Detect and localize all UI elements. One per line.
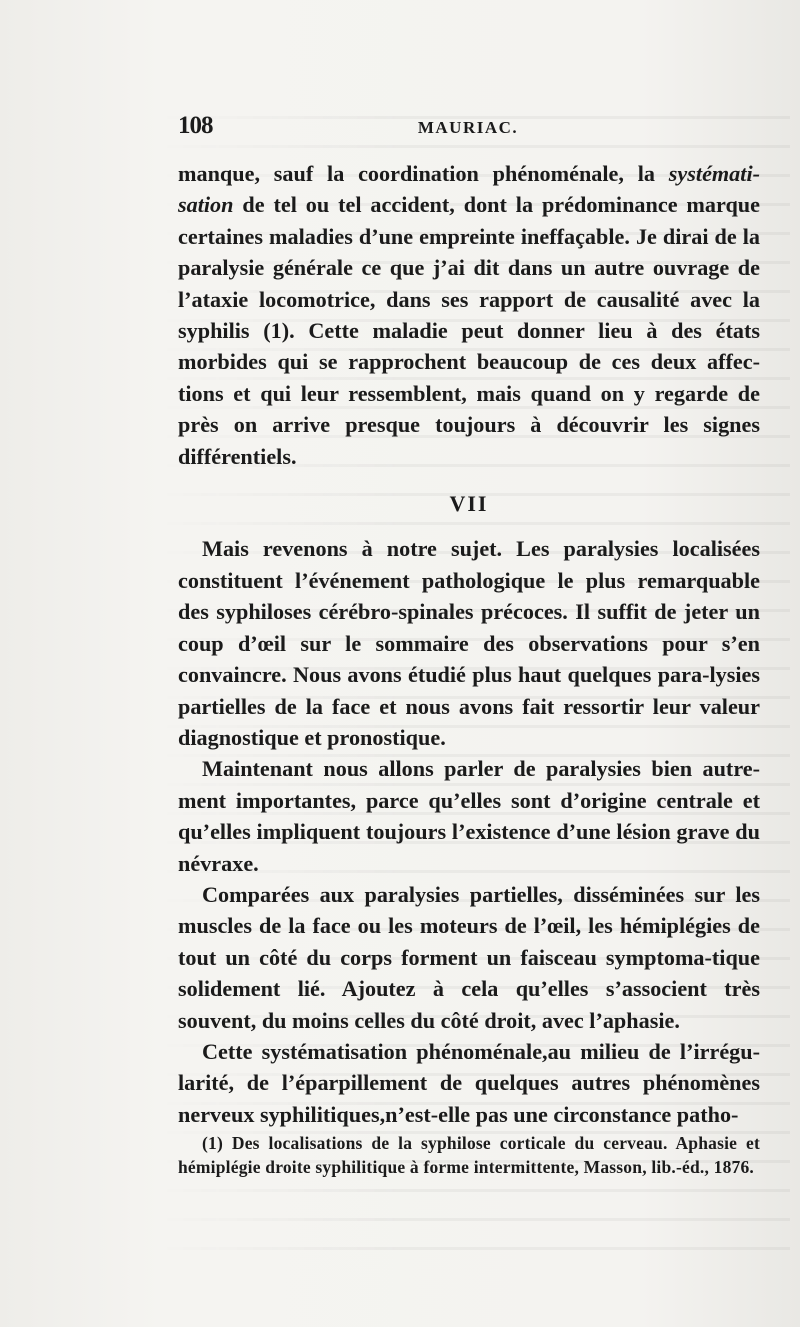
page-header — [178, 112, 758, 146]
paragraph-1-start: manque, sauf la coordination phénoménale, la — [178, 161, 669, 186]
section-heading: VII — [449, 491, 489, 517]
running-head: MAURIAC. — [417, 118, 519, 137]
body-text — [178, 158, 760, 1130]
paragraph-1-end: de tel ou tel accident, dont la prédominance marque certaines maladies d’une empreinte ineffaçable. Je dirai de la paralysie générale ce que j’ai dit dans un autre ouvrage de l’ataxie locomotrice, dans ses rapport de causalité avec la syphilis (1). Cette maladie peut donner lieu à des états morbides qui se rapprochent beaucoup de ces deux affec-tions et qui leur ressemblent, mais quand on y regarde de près on arrive presque toujours à découvrir les signes différentiels. — [178, 192, 760, 469]
footnote-text: (1) Des localisations de la syphilose corticale du cerveau. Aphasie et hémiplégie droite syphilitique à forme intermittente, Masson, lib.-éd., 1876. — [178, 1133, 760, 1177]
paragraph-3: Maintenant nous allons parler de paralysies bien autre-ment importantes, parce qu’elles sont d’origine centrale et qu’elles impliquent toujours l’existence d’une lésion grave du névraxe. — [178, 756, 760, 876]
paragraph-1-emphasis: systémati-sation — [178, 161, 760, 218]
paragraph-4: Comparées aux paralysies partielles, disséminées sur les muscles de la face ou les moteurs de l’œil, les hémiplégies de tout un côté du corps forment un faisceau symptoma-tique solidement lié. Ajoutez à cela qu’elles s’associent très souvent, du moins celles du côté droit, avec l’aphasie. — [178, 881, 760, 1033]
paragraph-5: Cette systématisation phénoménale,au milieu de l’irrégu-larité, de l’éparpillement de quelques autres phénomènes nerveux syphilitiques,n’est-elle pas une circonstance patho- — [178, 1038, 760, 1127]
paragraph-1 — [178, 158, 760, 472]
paragraph-2: Mais revenons à notre sujet. Les paralysies localisées constituent l’événement pathologique le plus remarquable des syphiloses cérébro-spinales précoces. Il suffit de jeter un coup d’œil sur le sommaire des observations pour s’en convaincre. Nous avons étudié plus haut quelques para-lysies partielles de la face et nous avons fait ressortir leur valeur diagnostique et pronostique. — [178, 536, 760, 750]
footnote — [178, 1132, 760, 1179]
page-number: 108 — [178, 112, 213, 139]
